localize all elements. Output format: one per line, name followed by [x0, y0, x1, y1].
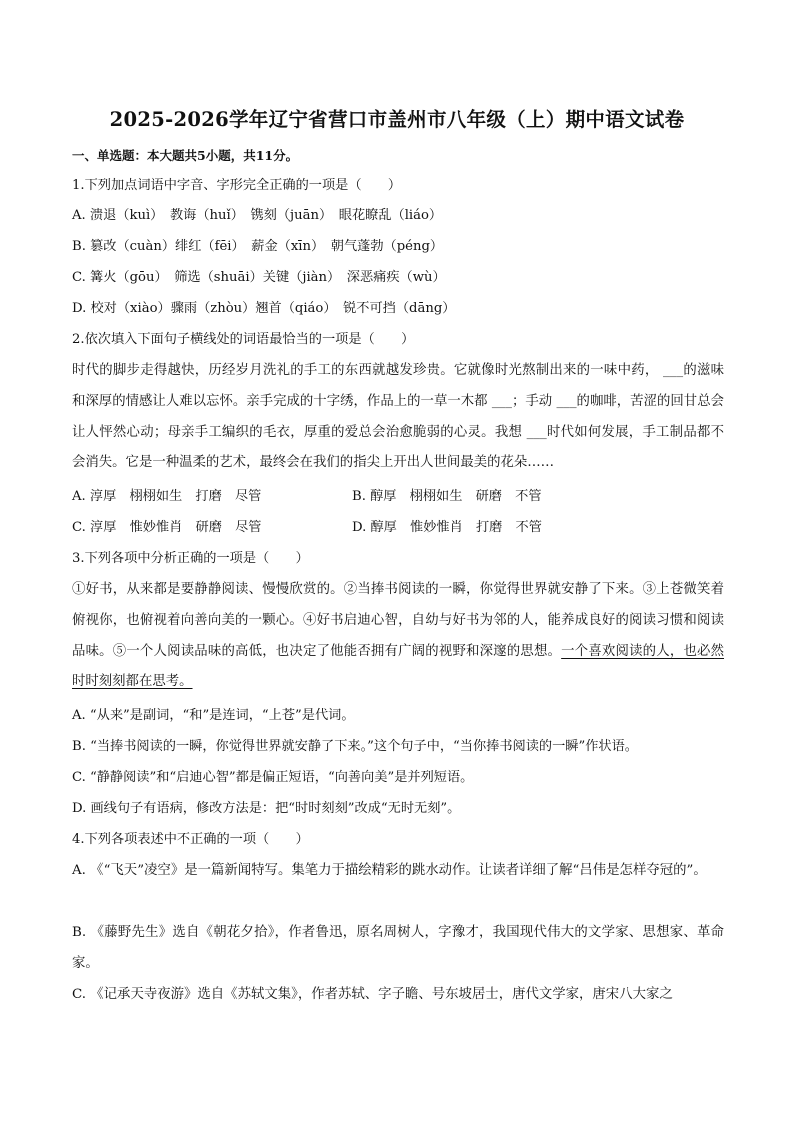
q3-option-d: D. 画线句子有语病，修改方法是：把“时时刻刻”改成“无时无刻”。: [72, 801, 461, 816]
q3-passage-text: ①好书，从来都是要静静阅读、慢慢欣赏的。②当捧书阅读的一瞬，你觉得世界就安静了下来。③上苍微笑着俯视你，也俯视着向善向美的一颗心。④好书启迪心智，自幼与好书为邻的人，能养成良好的阅读习惯和阅读品味。⑤一个人阅读品味的高低，也决定了他能否拥有广阔的视野和深邃的思想。: [72, 582, 724, 659]
q3-passage: [72, 575, 724, 698]
q1-option-d: D. 校对（xiào）骤雨（zhòu）翘首（qiáo） 锐不可挡（dāng）: [72, 301, 456, 316]
q4-option-b: B. 《藤野先生》选自《朝花夕拾》，作者鲁迅，原名周树人，字豫才，我国现代伟大的文学家、思想家、革命家。: [72, 925, 724, 971]
exam-title: 2025-2026学年辽宁省营口市盖州市八年级（上）期中语文试卷: [109, 108, 685, 131]
q3-stem: 3.下列各项中分析正确的一项是（ ）: [72, 551, 309, 566]
q1-option-a: A. 溃退（kuì） 教诲（huǐ） 镌刻（juān） 眼花瞭乱（liáo）: [72, 208, 443, 223]
q4-stem: 4.下列各项表述中不正确的一项（ ）: [72, 832, 309, 847]
q3-underlined-sentence: 一个喜欢阅读的人，也必然时时刻刻都在思考。: [72, 643, 725, 690]
q3-option-b: B. “当捧书阅读的一瞬，你觉得世界就安静了下来。”这个句子中，“当你捧书阅读的一瞬”作状语。: [72, 739, 638, 754]
q2-option-d: D. 醇厚 惟妙惟肖 打磨 不管: [352, 520, 542, 535]
q4-option-c: C. 《记承天寺夜游》选自《苏轼文集》，作者苏轼、字子瞻、号东坡居士，唐代文学家，唐宋八大家之: [72, 987, 673, 1002]
section-heading: 一、单选题：本大题共5小题，共11分。: [72, 148, 299, 163]
q1-stem: 1.下列加点词语中字音、字形完全正确的一项是（ ）: [72, 178, 402, 193]
q3-option-a: A. “从来”是副词，“和”是连词，“上苍”是代词。: [72, 708, 355, 723]
q1-option-b: B. 篡改（cuàn）绯红（fēi） 薪金（xīn） 朝气蓬勃（péng）: [72, 239, 444, 254]
q1-option-c: C. 篝火（gōu） 筛选（shuāi）关键（jiàn） 深恶痛疾（wù）: [72, 270, 446, 285]
q4-option-a: A. 《“飞天”凌空》是一篇新闻特写。集笔力于描绘精彩的跳水动作。让读者详细了解“吕伟是怎样夺冠的”。: [72, 863, 707, 878]
q2-passage: 时代的脚步走得越快，历经岁月洗礼的手工的东西就越发珍贵。它就像时光熬制出来的一味中药， ___的滋味和深厚的情感让人难以忘怀。亲手完成的十字绣，作品上的一草一木都 ___；手动 ___的咖啡，苦涩的回甘总会让人怦然心动；母亲手工编织的毛衣，厚重的爱总会治愈脆弱的心灵。我想 ___时代如何发展，手工制品都不会消失。它是一种温柔的艺术，最终会在我们的指尖上开出人世间最美的花朵……: [72, 363, 724, 471]
q3-option-c: C. “静静阅读”和“启迪心智”都是偏正短语，“向善向美”是并列短语。: [72, 770, 474, 785]
q2-option-c: C. 淳厚 惟妙惟肖 研磨 尽管: [72, 520, 262, 535]
q2-stem: 2.依次填入下面句子横线处的词语最恰当的一项是（ ）: [72, 332, 415, 347]
q2-option-a: A. 淳厚 栩栩如生 打磨 尽管: [72, 489, 262, 504]
q2-option-b: B. 醇厚 栩栩如生 研磨 不管: [352, 489, 542, 504]
